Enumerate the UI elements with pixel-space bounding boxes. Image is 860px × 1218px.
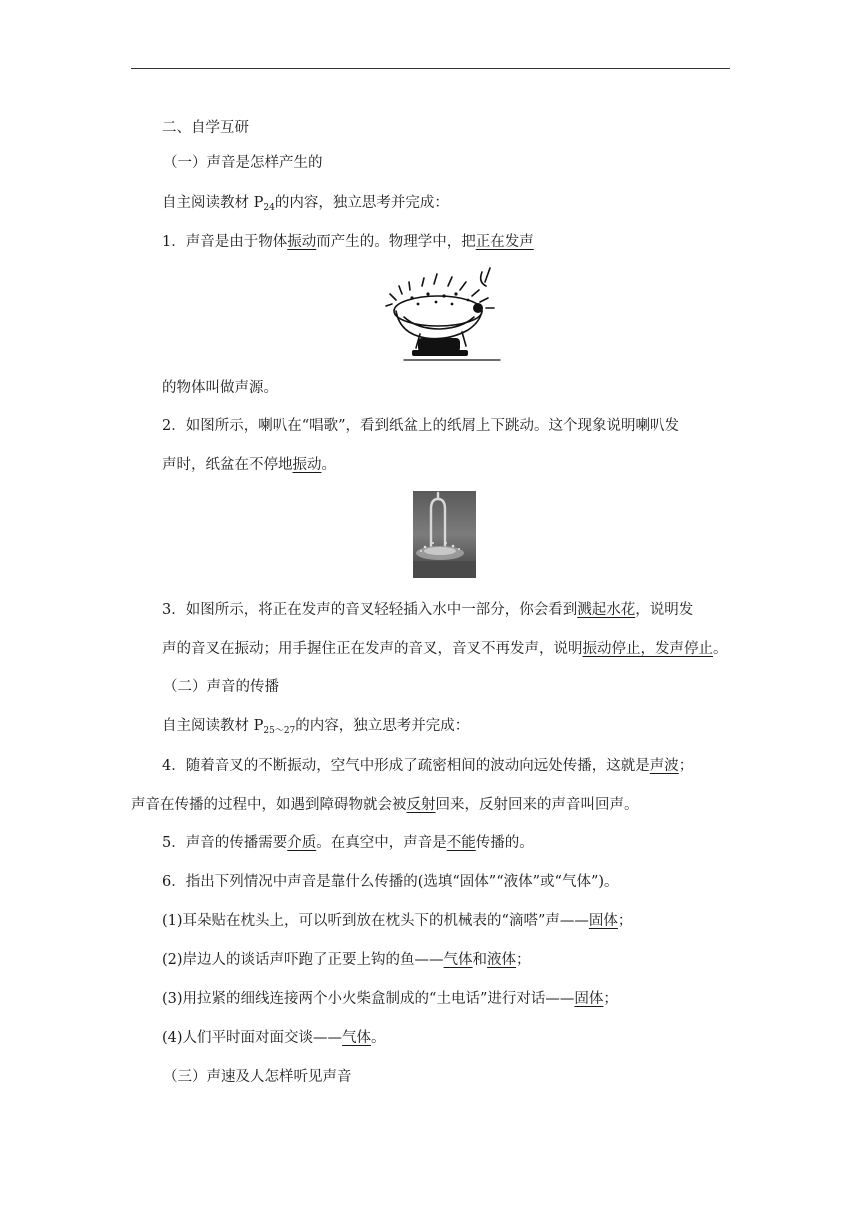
question-6-item-1: (1)耳朵贴在枕头上，可以听到放在枕头下的机械表的“滴嗒”声——固体； [162, 913, 633, 929]
question-5: 5．声音的传播需要介质。在真空中，声音是不能传播的。 [162, 835, 534, 851]
question-2-line-2: 声时，纸盆在不停地振动。 [162, 457, 336, 473]
header-rule [131, 68, 730, 69]
answer-sound-wave: 声波 [649, 758, 679, 774]
subsection-title-3: （三）声速及人怎样听见声音 [163, 1069, 352, 1085]
question-1-line-2: 的物体叫做声源。 [162, 380, 278, 396]
reading-instruction-1: 自主阅读教材 $P_{24}$的内容，独立思考并完成： [162, 195, 449, 213]
answer-solid-1: 固体 [588, 913, 618, 929]
answer-solid-3: 固体 [574, 991, 604, 1007]
subsection-title-1: （一）声音是怎样产生的 [163, 155, 323, 171]
question-4-line-1: 4．随着音叉的不断振动，空气中形成了疏密相间的波动向远处传播，这就是声波； [162, 758, 694, 774]
question-6-item-2: (2)岸边人的谈话声吓跑了正要上钩的鱼——气体和液体； [162, 952, 531, 968]
answer-gas-2: 气体 [443, 952, 473, 968]
answer-cone-vibrates: 振动 [292, 457, 322, 473]
section-title: 二、自学互研 [162, 120, 249, 136]
answer-medium: 介质 [287, 835, 317, 851]
question-2-line-1: 2．如图所示，喇叭在“唱歌”，看到纸盆上的纸屑上下跳动。这个现象说明喇叭发 [162, 418, 680, 434]
tuning-fork-photo [413, 491, 476, 578]
question-3-line-1: 3．如图所示，将正在发声的音叉轻轻插入水中一部分，你会看到溅起水花，说明发 [162, 602, 694, 618]
answer-gas-4: 气体 [342, 1030, 372, 1046]
answer-liquid-2: 液体 [487, 952, 517, 968]
reading-instruction-2: 自主阅读教材 $P_{25\sim 27}$的内容，独立思考并完成： [162, 718, 470, 736]
answer-stop: 振动停止，发声停止 [582, 641, 713, 657]
answer-cannot: 不能 [446, 835, 476, 851]
subsection-title-2: （二）声音的传播 [163, 679, 279, 695]
page-ref-2: 25～27 [263, 726, 296, 736]
question-4-line-2: 声音在传播的过程中，如遇到障碍物就会被反射回来，反射回来的声音叫回声。 [131, 797, 639, 813]
answer-splash: 溅起水花 [577, 602, 636, 618]
page-ref-1: 24 [263, 203, 275, 213]
answer-vibration: 振动 [287, 234, 317, 250]
question-6-stem: 6．指出下列情况中声音是靠什么传播的(选填“固体”“液体”或“气体”)。 [162, 874, 619, 890]
question-6-item-4: (4)人们平时面对面交谈——气体。 [162, 1030, 386, 1046]
answer-reflect: 反射 [406, 797, 436, 813]
question-1-line-1: 1．声音是由于物体振动而产生的。物理学中，把正在发声 [162, 234, 534, 250]
speaker-figure [382, 264, 502, 362]
answer-sounding: 正在发声 [475, 234, 534, 250]
question-6-item-3: (3)用拉紧的细线连接两个小火柴盒制成的“土电话”进行对话——固体； [162, 991, 618, 1007]
question-3-line-2: 声的音叉在振动；用手握住正在发声的音叉，音叉不再发声，说明振动停止，发声停止。 [162, 641, 728, 657]
